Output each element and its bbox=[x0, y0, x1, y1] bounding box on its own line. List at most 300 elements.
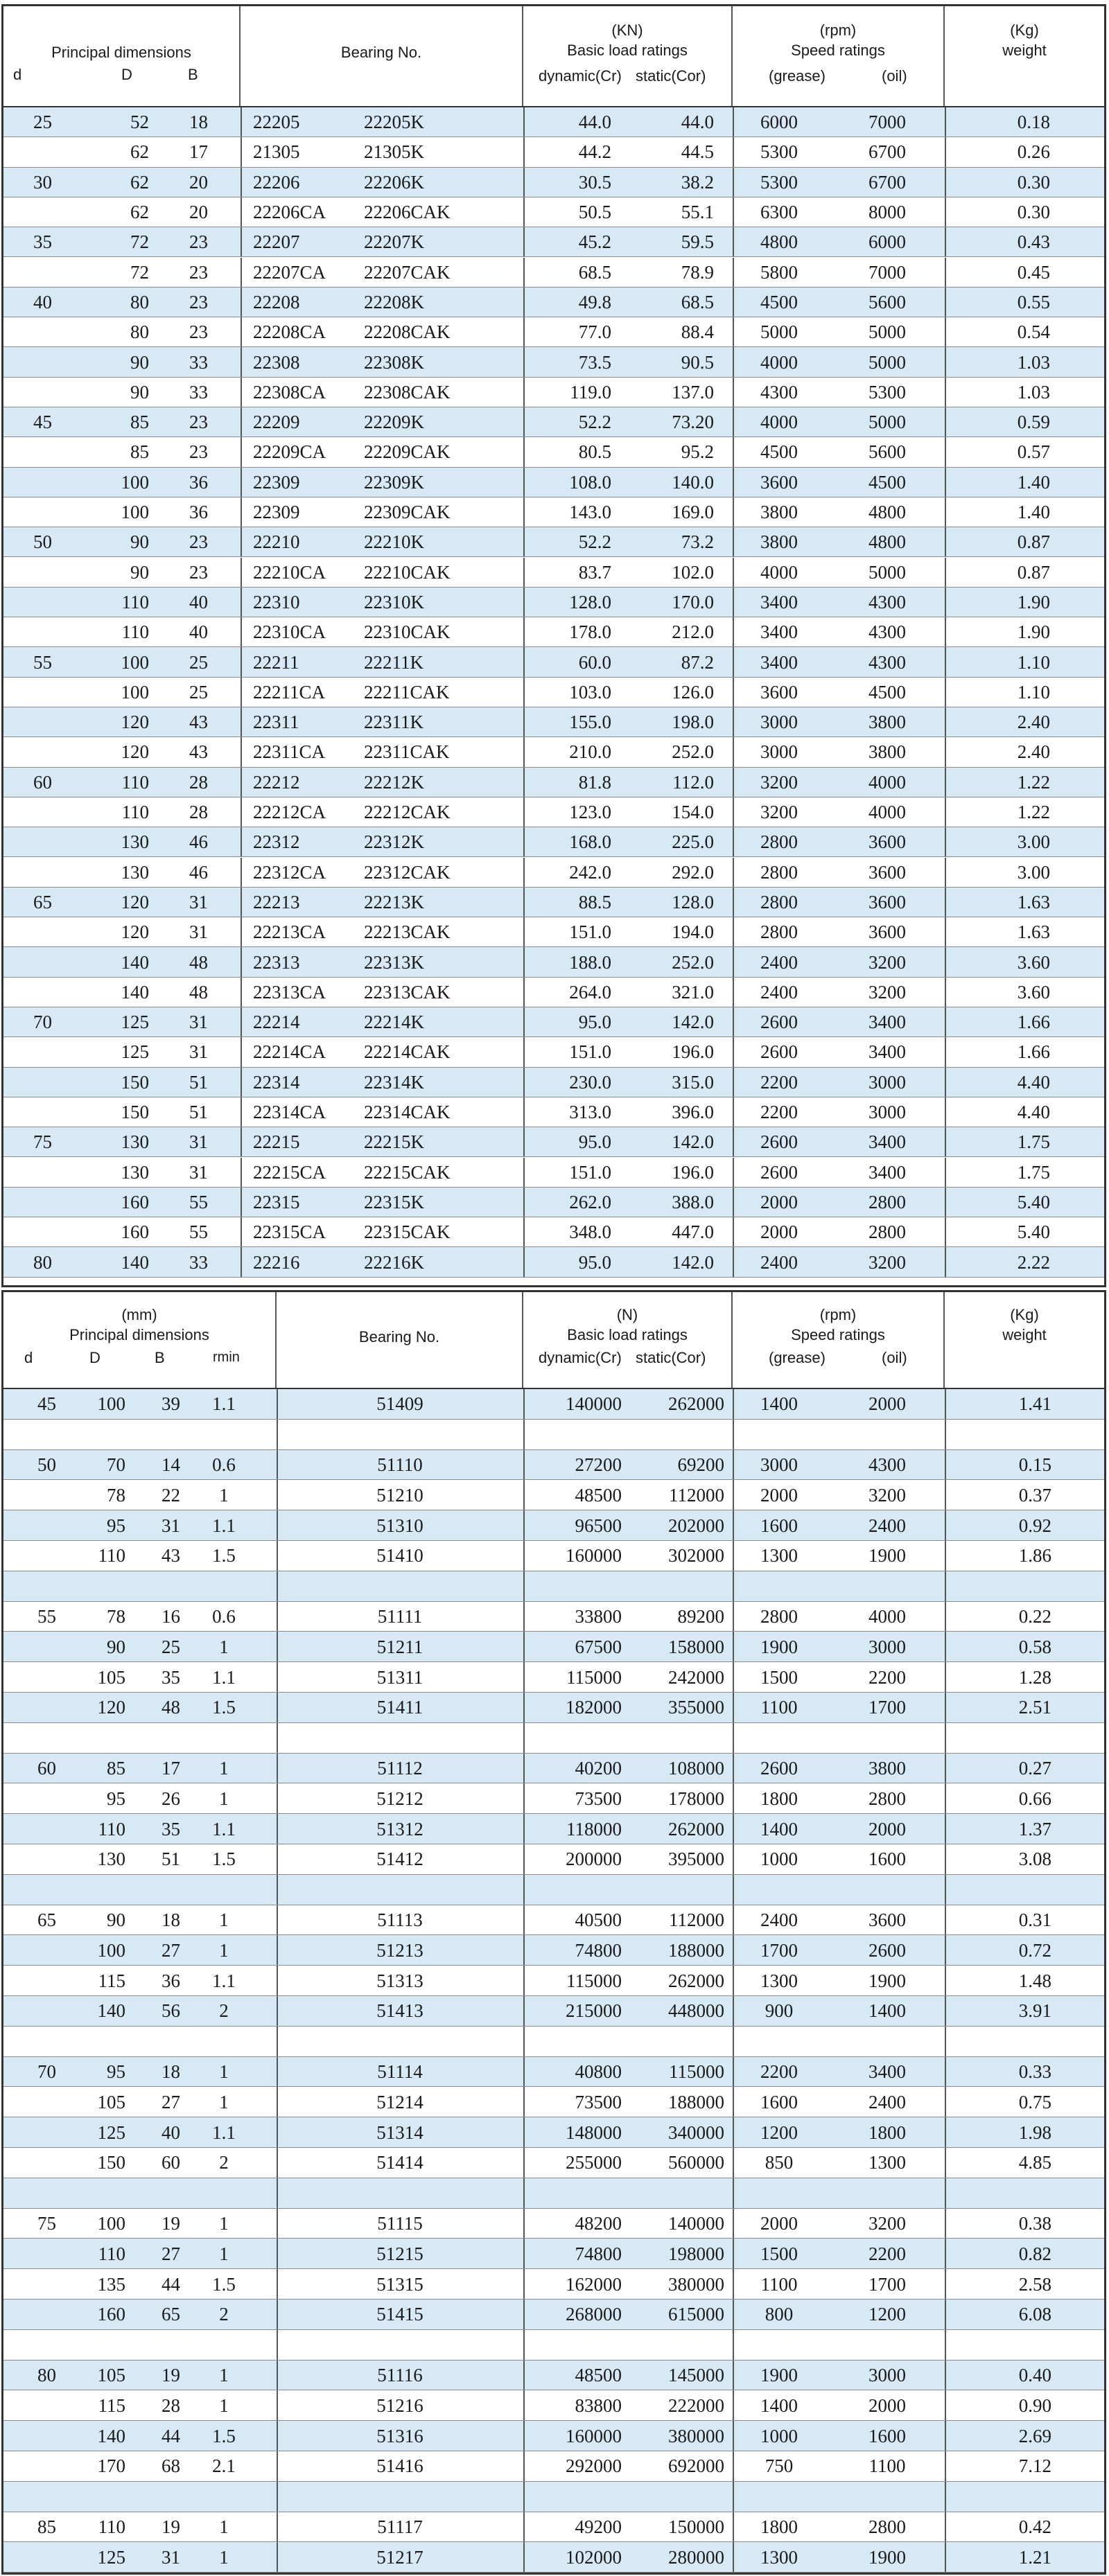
cell-oil: 5000 bbox=[868, 351, 906, 373]
cell-bearing-no: 51416 bbox=[376, 2455, 423, 2477]
cell-oil: 4300 bbox=[868, 621, 906, 643]
table-row bbox=[3, 1217, 1104, 1247]
cell-bearing-no: 51216 bbox=[376, 2394, 423, 2416]
cell-bearing-no: 51415 bbox=[376, 2304, 423, 2325]
cell-bearing-no-k: 22308CAK bbox=[364, 381, 451, 403]
cell-oil: 3200 bbox=[868, 951, 906, 973]
cell-d bbox=[3, 1632, 56, 1662]
cell-bearing-no: 51414 bbox=[376, 2152, 423, 2173]
cell-grease: 5300 bbox=[760, 171, 798, 193]
cell-d: 50 bbox=[33, 531, 52, 553]
weight-unit: (Kg) bbox=[1010, 21, 1039, 39]
cell-static: 44.0 bbox=[681, 112, 714, 133]
cell-B bbox=[132, 1723, 180, 1754]
cell-bearing-no: 22209CA bbox=[253, 441, 326, 463]
cell-bearing-no: 51114 bbox=[377, 2061, 423, 2082]
cell-grease: 3800 bbox=[760, 531, 798, 553]
cell-B: 55 bbox=[189, 1191, 208, 1212]
cell-rmin bbox=[189, 1875, 259, 1905]
cell-weight: 1.66 bbox=[1017, 1012, 1050, 1033]
cell-static bbox=[620, 2178, 724, 2209]
cell-d bbox=[3, 1723, 56, 1754]
cell-weight: 2.69 bbox=[1018, 2425, 1051, 2446]
cell-D: 140 bbox=[121, 981, 149, 1003]
cell-static: 142.0 bbox=[672, 1012, 714, 1033]
table-row bbox=[3, 2117, 1104, 2148]
cell-D: 160 bbox=[121, 1191, 149, 1212]
cell-weight: 0.72 bbox=[1018, 1939, 1051, 1961]
cell-d bbox=[3, 917, 52, 947]
table-row bbox=[3, 1188, 1104, 1217]
cell-dynamic: 77.0 bbox=[578, 321, 611, 343]
cell-oil: 2800 bbox=[868, 1221, 906, 1243]
cell-static: 448000 bbox=[668, 2000, 724, 2022]
cell-d bbox=[3, 2148, 56, 2178]
cell-D: 85 bbox=[130, 441, 149, 463]
cell-grease: 2200 bbox=[760, 1102, 798, 1123]
cell-D: 140 bbox=[121, 951, 149, 973]
cell-d bbox=[3, 497, 52, 527]
cell-static: 321.0 bbox=[672, 981, 714, 1003]
cell-grease: 3000 bbox=[760, 741, 798, 763]
cell-static: 95.2 bbox=[681, 441, 714, 463]
cell-grease bbox=[734, 1875, 824, 1905]
cell-oil bbox=[839, 1723, 936, 1754]
cell-oil: 1200 bbox=[868, 2304, 906, 2325]
cell-B: 31 bbox=[189, 921, 208, 943]
cell-oil: 3800 bbox=[868, 741, 906, 763]
cell-d bbox=[3, 2300, 56, 2330]
cell-bearing-no-k: 22208K bbox=[364, 291, 424, 312]
cell-bearing-no: 22212CA bbox=[253, 802, 326, 823]
table-row bbox=[3, 1510, 1104, 1541]
cell-weight: 3.60 bbox=[1017, 951, 1050, 973]
cell-B: 27 bbox=[161, 2091, 180, 2112]
cell-bearing-no: 51410 bbox=[376, 1545, 423, 1567]
cell-grease: 2800 bbox=[760, 861, 798, 883]
cell-weight bbox=[946, 1420, 1051, 1450]
cell-oil: 3200 bbox=[868, 1251, 906, 1273]
cell-d: 80 bbox=[37, 2364, 56, 2385]
table-row bbox=[3, 107, 1104, 137]
cell-weight: 1.22 bbox=[1017, 802, 1050, 823]
cell-D: 95 bbox=[107, 1515, 125, 1536]
cell-D: 130 bbox=[97, 1849, 125, 1870]
cell-d bbox=[3, 258, 52, 288]
cell-weight: 0.40 bbox=[1018, 2364, 1051, 2385]
cell-d: 40 bbox=[33, 291, 52, 312]
cell-grease: 2600 bbox=[760, 1012, 798, 1033]
cell-dynamic: 95.0 bbox=[578, 1131, 611, 1153]
cell-d bbox=[3, 1188, 52, 1217]
cell-grease: 2600 bbox=[760, 1161, 798, 1183]
cell-D: 62 bbox=[130, 171, 149, 193]
cell-grease: 2000 bbox=[760, 1484, 798, 1506]
cell-weight: 1.40 bbox=[1017, 471, 1050, 493]
cell-oil: 3000 bbox=[868, 1102, 906, 1123]
table-row bbox=[3, 1247, 1104, 1277]
bearing-no-title: Bearing No. bbox=[340, 44, 422, 61]
cell-d bbox=[3, 617, 52, 647]
cell-bearing-no: 22313CA bbox=[253, 981, 326, 1003]
cell-rmin: 2.1 bbox=[212, 2455, 236, 2477]
cell-weight: 4.40 bbox=[1017, 1071, 1050, 1093]
cell-D: 100 bbox=[97, 2212, 125, 2234]
spherical-roller-bearing-table bbox=[1, 4, 1106, 1287]
cell-d bbox=[3, 1571, 56, 1602]
cell-D: 85 bbox=[107, 1757, 125, 1779]
cell-rmin: 1 bbox=[219, 2061, 229, 2082]
speed-ratings-header-2 bbox=[733, 1292, 945, 1388]
speed-unit: (rpm) bbox=[819, 21, 857, 39]
cell-grease: 2800 bbox=[760, 831, 798, 853]
cell-oil: 4300 bbox=[868, 651, 906, 673]
cell-D: 130 bbox=[121, 1161, 149, 1183]
cell-D: 125 bbox=[121, 1041, 149, 1063]
cell-grease: 3400 bbox=[760, 651, 798, 673]
cell-weight: 1.28 bbox=[1018, 1666, 1051, 1688]
cell-d bbox=[3, 1996, 56, 2027]
table2-header bbox=[3, 1292, 1104, 1389]
table-row bbox=[3, 1844, 1104, 1875]
cell-static: 112.0 bbox=[672, 771, 714, 793]
cell-bearing-no: 51113 bbox=[377, 1909, 423, 1930]
cell-d bbox=[3, 827, 52, 857]
load-unit: (KN) bbox=[611, 21, 643, 39]
table-row bbox=[3, 2390, 1104, 2421]
cell-dynamic: 40800 bbox=[575, 2061, 622, 2082]
table-row bbox=[3, 1814, 1104, 1844]
cell-bearing-no: 22209 bbox=[253, 412, 300, 433]
cell-B: 23 bbox=[189, 261, 208, 283]
cell-D: 62 bbox=[130, 202, 149, 223]
cell-oil: 5300 bbox=[868, 381, 906, 403]
cell-dynamic: 49.8 bbox=[578, 291, 611, 312]
cell-bearing-no: 22210 bbox=[253, 531, 300, 553]
cell-d bbox=[3, 1875, 56, 1905]
cell-weight: 3.91 bbox=[1018, 2000, 1051, 2022]
cell-d bbox=[3, 2421, 56, 2451]
table-row bbox=[3, 1723, 1104, 1754]
table-row bbox=[3, 1450, 1104, 1481]
cell-static bbox=[620, 2027, 724, 2057]
cell-dynamic: 96500 bbox=[575, 1515, 622, 1536]
cell-grease: 3000 bbox=[760, 1454, 798, 1475]
cell-dynamic: 262.0 bbox=[569, 1191, 611, 1212]
cell-oil: 3400 bbox=[868, 2061, 906, 2082]
cell-oil: 3600 bbox=[868, 861, 906, 883]
cell-weight: 0.58 bbox=[1018, 1636, 1051, 1657]
cell-rmin: 1.1 bbox=[212, 2121, 236, 2143]
table-row bbox=[3, 2482, 1104, 2512]
cell-grease: 1400 bbox=[760, 1818, 798, 1840]
cell-dynamic: 168.0 bbox=[569, 831, 611, 853]
cell-B: 46 bbox=[189, 831, 208, 853]
cell-weight: 1.37 bbox=[1018, 1818, 1051, 1840]
principal-dimensions-title-2: Principal dimensions bbox=[69, 1326, 209, 1343]
bearing-no-header-2 bbox=[277, 1292, 523, 1388]
cell-B: 14 bbox=[161, 1454, 180, 1475]
table-row bbox=[3, 947, 1104, 977]
cell-oil: 7000 bbox=[868, 261, 906, 283]
table-row bbox=[3, 1875, 1104, 1905]
cell-oil: 2000 bbox=[868, 2394, 906, 2416]
cell-d bbox=[3, 588, 52, 617]
cell-weight: 1.21 bbox=[1018, 2546, 1051, 2568]
cell-bearing-no: 22308CA bbox=[253, 381, 326, 403]
cell-bearing-no-k: 22206K bbox=[364, 171, 424, 193]
cell-D: 120 bbox=[97, 1697, 125, 1718]
cell-grease: 2400 bbox=[760, 1251, 798, 1273]
cell-weight: 1.63 bbox=[1017, 921, 1050, 943]
dynamic-label: dynamic(Cr) bbox=[539, 67, 622, 85]
cell-oil: 6700 bbox=[868, 171, 906, 193]
cell-oil: 6700 bbox=[868, 141, 906, 163]
cell-d: 45 bbox=[37, 1393, 56, 1415]
cell-static: 137.0 bbox=[672, 381, 714, 403]
cell-oil: 3600 bbox=[868, 891, 906, 912]
weight-header-2 bbox=[945, 1292, 1104, 1388]
cell-bearing-no: 51214 bbox=[376, 2091, 423, 2112]
cell-rmin: 1 bbox=[219, 2394, 229, 2416]
cell-oil: 7000 bbox=[868, 112, 906, 133]
cell-bearing-no-k: 22211K bbox=[364, 651, 423, 673]
cell-dynamic: 182000 bbox=[566, 1697, 622, 1718]
table-row bbox=[3, 978, 1104, 1007]
cell-D: 110 bbox=[121, 591, 149, 612]
table-row bbox=[3, 258, 1104, 288]
cell-grease bbox=[734, 2330, 824, 2361]
cell-B: 31 bbox=[161, 1515, 180, 1536]
cell-grease bbox=[734, 1723, 824, 1754]
cell-weight bbox=[946, 1723, 1051, 1754]
cell-B: 43 bbox=[161, 1545, 180, 1567]
cell-grease: 800 bbox=[765, 2304, 794, 2325]
cell-B: 35 bbox=[161, 1818, 180, 1840]
cell-bearing-no bbox=[277, 1420, 523, 1450]
cell-d bbox=[3, 1420, 56, 1450]
cell-grease: 900 bbox=[765, 2000, 794, 2022]
cell-B: 36 bbox=[161, 1970, 180, 1991]
cell-rmin: 2 bbox=[219, 2152, 229, 2173]
table-row bbox=[3, 2451, 1104, 2482]
cell-B: 31 bbox=[189, 1131, 208, 1153]
table-row bbox=[3, 678, 1104, 707]
cell-rmin: 1 bbox=[219, 1757, 229, 1779]
cell-static: 315.0 bbox=[672, 1071, 714, 1093]
cell-static: 188000 bbox=[668, 2091, 724, 2112]
cell-dynamic: 40500 bbox=[575, 1909, 622, 1930]
cell-dynamic: 148000 bbox=[566, 2121, 622, 2143]
cell-B: 19 bbox=[161, 2212, 180, 2234]
cell-bearing-no: 51313 bbox=[376, 1970, 423, 1991]
cell-grease: 2600 bbox=[760, 1041, 798, 1063]
cell-grease: 5000 bbox=[760, 321, 798, 343]
table-row bbox=[3, 558, 1104, 588]
cell-oil: 2200 bbox=[868, 2243, 906, 2264]
cell-bearing-no: 51211 bbox=[376, 1636, 423, 1657]
cell-d: 75 bbox=[37, 2212, 56, 2234]
cell-D bbox=[66, 2482, 125, 2512]
cell-B: 51 bbox=[189, 1071, 208, 1093]
cell-oil bbox=[839, 1420, 936, 1450]
cell-D: 170 bbox=[97, 2455, 125, 2477]
cell-static: 560000 bbox=[668, 2152, 724, 2173]
cell-bearing-no-k: 22210CAK bbox=[364, 561, 451, 583]
cell-grease: 5800 bbox=[760, 261, 798, 283]
table-row bbox=[3, 1693, 1104, 1723]
cell-D bbox=[66, 2330, 125, 2361]
cell-bearing-no: 51110 bbox=[377, 1454, 423, 1475]
cell-D bbox=[66, 1420, 125, 1450]
cell-grease bbox=[734, 2027, 824, 2057]
cell-d bbox=[3, 1814, 56, 1844]
cell-weight: 2.22 bbox=[1017, 1251, 1050, 1273]
cell-oil: 3400 bbox=[868, 1131, 906, 1153]
cell-oil: 5000 bbox=[868, 412, 906, 433]
cell-bearing-no: 22314 bbox=[253, 1071, 300, 1093]
table-row bbox=[3, 917, 1104, 947]
cell-d bbox=[3, 2330, 56, 2361]
cell-bearing-no: 22214 bbox=[253, 1012, 300, 1033]
table-row bbox=[3, 768, 1104, 797]
cell-bearing-no bbox=[277, 2330, 523, 2361]
cell-bearing-no-k: 22212K bbox=[364, 771, 424, 793]
cell-weight: 1.40 bbox=[1017, 502, 1050, 523]
cell-weight: 0.54 bbox=[1017, 321, 1050, 343]
cell-grease: 1300 bbox=[760, 1545, 798, 1567]
cell-weight: 0.33 bbox=[1018, 2061, 1051, 2082]
cell-oil: 2400 bbox=[868, 1515, 906, 1536]
cell-bearing-no-k: 22313CAK bbox=[364, 981, 451, 1003]
cell-bearing-no: 22314CA bbox=[253, 1102, 326, 1123]
cell-dynamic: 103.0 bbox=[569, 681, 611, 703]
cell-grease: 2800 bbox=[760, 1605, 798, 1627]
cell-grease: 3800 bbox=[760, 502, 798, 523]
cell-grease: 1300 bbox=[760, 2546, 798, 2568]
cell-dynamic: 215000 bbox=[566, 2000, 622, 2022]
cell-bearing-no: 22312 bbox=[253, 831, 300, 853]
cell-oil: 1900 bbox=[868, 1545, 906, 1567]
cell-grease: 850 bbox=[765, 2152, 794, 2173]
cell-dynamic: 40200 bbox=[575, 1757, 622, 1779]
cell-oil: 5600 bbox=[868, 291, 906, 312]
cell-B: 23 bbox=[189, 561, 208, 583]
cell-static: 262000 bbox=[668, 1393, 724, 1415]
cell-grease: 3000 bbox=[760, 712, 798, 733]
cell-B: 35 bbox=[161, 1666, 180, 1688]
cell-grease: 4500 bbox=[760, 441, 798, 463]
cell-bearing-no-k: 22311CAK bbox=[364, 741, 450, 763]
cell-weight: 0.66 bbox=[1018, 1788, 1051, 1809]
col-d-label: d bbox=[13, 66, 22, 83]
bearing-no-title-2: Bearing No. bbox=[358, 1328, 440, 1346]
cell-weight: 1.03 bbox=[1017, 351, 1050, 373]
cell-bearing-no: 22215 bbox=[253, 1131, 300, 1153]
cell-dynamic: 49200 bbox=[575, 2516, 622, 2537]
cell-B: 36 bbox=[189, 502, 208, 523]
cell-grease: 1600 bbox=[760, 2091, 798, 2112]
cell-static: 355000 bbox=[668, 1697, 724, 1718]
cell-dynamic bbox=[525, 2330, 622, 2361]
cell-bearing-no: 22213 bbox=[253, 891, 300, 912]
cell-weight: 0.45 bbox=[1017, 261, 1050, 283]
cell-rmin: 1 bbox=[219, 2516, 229, 2537]
table-row bbox=[3, 1905, 1104, 1936]
cell-D: 62 bbox=[130, 141, 149, 163]
table-row bbox=[3, 2148, 1104, 2178]
cell-static: 262000 bbox=[668, 1818, 724, 1840]
cell-dynamic: 52.2 bbox=[578, 531, 611, 553]
cell-bearing-no bbox=[277, 2027, 523, 2057]
cell-grease: 1600 bbox=[760, 1515, 798, 1536]
cell-B: 23 bbox=[189, 441, 208, 463]
cell-B: 56 bbox=[161, 2000, 180, 2022]
cell-B: 48 bbox=[161, 1697, 180, 1718]
cell-D: 90 bbox=[107, 1636, 125, 1657]
cell-bearing-no: 51213 bbox=[376, 1939, 423, 1961]
cell-rmin bbox=[189, 2178, 259, 2209]
cell-D: 160 bbox=[121, 1221, 149, 1243]
cell-B: 18 bbox=[161, 1909, 180, 1930]
cell-bearing-no: 22216 bbox=[253, 1251, 300, 1273]
cell-oil: 1600 bbox=[868, 2425, 906, 2446]
cell-D: 90 bbox=[130, 351, 149, 373]
cell-rmin: 1 bbox=[219, 2364, 229, 2385]
table-row bbox=[3, 497, 1104, 527]
table-row bbox=[3, 2209, 1104, 2239]
cell-weight: 0.57 bbox=[1017, 441, 1050, 463]
cell-dynamic: 230.0 bbox=[569, 1071, 611, 1093]
cell-D: 100 bbox=[121, 471, 149, 493]
cell-static: 292.0 bbox=[672, 861, 714, 883]
cell-rmin bbox=[189, 1420, 259, 1450]
load-title-2: Basic load ratings bbox=[567, 1326, 688, 1343]
cell-weight: 6.08 bbox=[1018, 2304, 1051, 2325]
cell-static: 169.0 bbox=[672, 502, 714, 523]
cell-dynamic: 83800 bbox=[575, 2394, 622, 2416]
cell-D: 90 bbox=[130, 561, 149, 583]
cell-bearing-no: 22313 bbox=[253, 951, 300, 973]
cell-grease: 3400 bbox=[760, 591, 798, 612]
cell-grease: 2600 bbox=[760, 1131, 798, 1153]
cell-static: 380000 bbox=[668, 2425, 724, 2446]
cell-D: 80 bbox=[130, 321, 149, 343]
cell-rmin: 1 bbox=[219, 1484, 229, 1506]
speed-ratings-header bbox=[733, 6, 945, 106]
cell-bearing-no: 51112 bbox=[377, 1757, 423, 1779]
cell-grease: 1400 bbox=[760, 2394, 798, 2416]
cell-B: 23 bbox=[189, 231, 208, 253]
cell-oil: 4500 bbox=[868, 681, 906, 703]
load-ratings-header bbox=[523, 6, 733, 106]
cell-d bbox=[3, 1480, 56, 1510]
cell-grease: 4300 bbox=[760, 381, 798, 403]
col-D-label: D bbox=[121, 66, 132, 83]
cell-dynamic: 48500 bbox=[575, 2364, 622, 2385]
cell-rmin: 1.1 bbox=[212, 1393, 236, 1415]
speed-unit-2: (rpm) bbox=[819, 1306, 857, 1323]
cell-grease: 1100 bbox=[760, 1697, 798, 1718]
cell-dynamic: 160000 bbox=[566, 2425, 622, 2446]
cell-bearing-no-k: 22315CAK bbox=[364, 1221, 451, 1243]
cell-D: 115 bbox=[98, 2394, 125, 2416]
cell-D: 105 bbox=[97, 1666, 125, 1688]
table-row bbox=[3, 1127, 1104, 1157]
cell-static: 202000 bbox=[668, 1515, 724, 1536]
cell-bearing-no-k: 22312K bbox=[364, 831, 424, 853]
cell-weight: 1.90 bbox=[1017, 621, 1050, 643]
